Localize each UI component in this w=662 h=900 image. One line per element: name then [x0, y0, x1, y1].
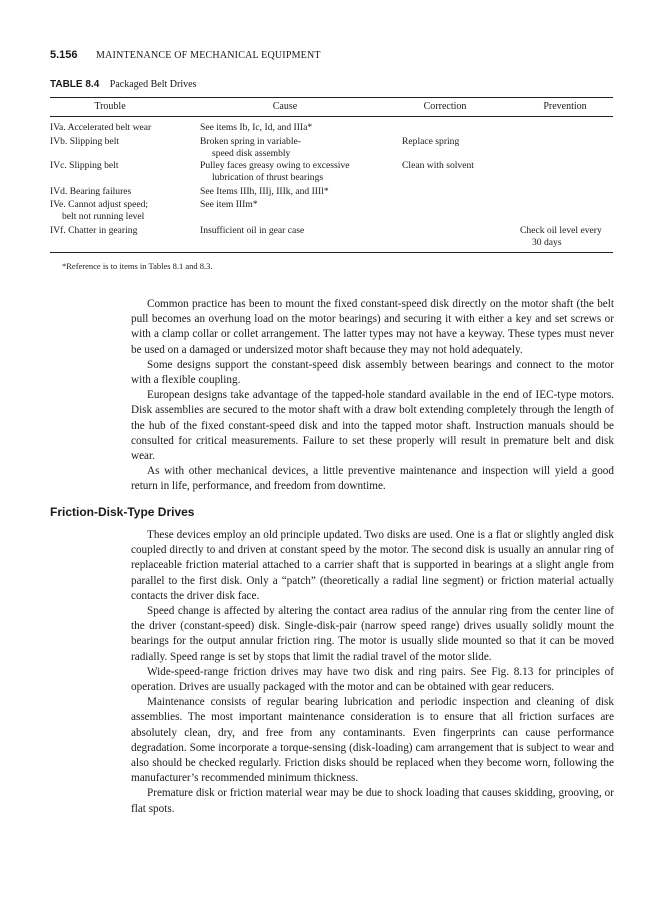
table-header-rule — [50, 116, 613, 117]
cell-line: Insufficient oil in gear case — [200, 225, 305, 236]
cell-line: lubrication of thrust bearings — [212, 172, 324, 184]
table-bottom-rule — [50, 252, 613, 253]
paragraph: As with other mechanical devices, a little preventive maintenance and inspection will yield a good return in life, performance, and freedom from downtime. — [131, 465, 614, 493]
paragraph: Some designs support the constant-speed disk assembly between bearings and connect to the motor with a flexible coupling. — [131, 358, 614, 387]
cell-line: IVa. Accelerated belt wear — [50, 122, 152, 133]
table-cell-trouble — [50, 122, 200, 134]
cell-line: IVe. Cannot adjust speed; — [50, 199, 149, 210]
paragraph: These devices employ an old principle updated. Two disks are used. One is a flat or slightly angled disk coupled directly to and driven at constant speed by the motor. The second disk is usually an annular ring of replaceable friction material attached to a carrier shaft that is supported in bearings at a slight angle from parallel to the first disk. Only a “patch” (theoretically a radial line segment) or friction material actually contacts the driver disk face. — [131, 529, 614, 602]
cell-line: belt not running level — [62, 211, 145, 223]
cell-line: See Items IIIh, IIIj, IIIk, and IIIl* — [200, 186, 329, 197]
cell-line: IVd. Bearing failures — [50, 186, 132, 197]
col-header-cause: Cause — [272, 101, 298, 112]
paragraph: Maintenance consists of regular bearing lubrication and periodic inspection and cleaning of disk assemblies. The most important maintenance consideration is to ensure that all friction surfaces are absolutely clean, dry, and free from any contaminants. Even fingerprints can cause performance degradation. Some incorporate a torque-sensing (disk-loading) cam arrangement that is subject to wear and also should be checked regularly. Friction disks should be replaced when they become worn, following the manufacturer’s recommended minimum thickness. — [131, 696, 614, 785]
running-header — [50, 49, 321, 61]
section-heading: Friction-Disk-Type Drives — [50, 505, 195, 519]
table-cell-prevention — [520, 225, 615, 250]
cell-line: Clean with solvent — [402, 160, 474, 171]
body-text-block — [131, 297, 614, 495]
cell-line: speed disk assembly — [212, 148, 291, 160]
cell-line: See item IIIm* — [200, 199, 258, 210]
cell-line: Pulley faces greasy owing to excessive — [200, 160, 350, 171]
page-number: 5.156 — [50, 49, 78, 61]
paragraph: Common practice has been to mount the fixed constant-speed disk directly on the motor shaft (the belt pull becomes an overhung load on the motor bearings) and securing it with either a key and set screws or with a clamp collar or collet arrangement. The latter types may not have a keyway. These types must never be used on a damaged or undersized motor shaft because they may not hold adequately. — [131, 298, 614, 356]
table-cell-trouble — [50, 186, 200, 198]
cell-line: 30 days — [532, 237, 562, 249]
table-top-rule — [50, 97, 613, 98]
table-cell-cause — [200, 122, 390, 134]
body-text-block — [131, 528, 614, 817]
cell-line: Check oil level every — [520, 225, 602, 236]
cell-line: Broken spring in variable- — [200, 136, 301, 147]
table-cell-trouble — [50, 136, 200, 148]
table-cell-trouble — [50, 199, 200, 224]
cell-line: Replace spring — [402, 136, 460, 147]
running-title: MAINTENANCE OF MECHANICAL EQUIPMENT — [96, 50, 321, 61]
table-label: TABLE 8.4 — [50, 79, 100, 90]
paragraph: Premature disk or friction material wear may be due to shock loading that causes skidding, grooving, or flat spots. — [131, 787, 614, 815]
table-cell-correction — [402, 136, 512, 148]
table-cell-cause — [200, 225, 390, 237]
table-cell-cause — [200, 186, 390, 198]
col-header-prevention: Prevention — [543, 101, 587, 112]
col-header-trouble: Trouble — [94, 101, 126, 112]
paragraph: Wide-speed-range friction drives may have two disk and ring pairs. See Fig. 8.13 for principles of operation. Drives are usually packaged with the motor and can be obtained with gear reducers. — [131, 665, 614, 694]
col-header-correction: Correction — [423, 101, 467, 112]
paragraph: Speed change is affected by altering the contact area radius of the annular ring from the center line of the driver (constant-speed) disk. Single-disk-pair (narrow speed range) drives usually solidly mount the bearings for the output annular friction ring. The motor is usually slide mounted so that it can be moved radially. Speed range is set by stops that limit the radial travel of the motor slide. — [131, 605, 614, 663]
cell-line: IVc. Slipping belt — [50, 160, 119, 171]
table-cell-cause — [200, 136, 390, 161]
table-cell-cause — [200, 160, 390, 185]
table-title: Packaged Belt Drives — [109, 79, 197, 90]
table-caption — [50, 79, 196, 90]
table-cell-trouble — [50, 225, 200, 237]
table-cell-trouble — [50, 160, 200, 172]
cell-line: IVb. Slipping belt — [50, 136, 120, 147]
paragraph: European designs take advantage of the tapped-hole standard available in the end of IEC-type motors. Disk assemblies are secured to the motor shaft with a draw bolt extending completely through the length of the hub of the fixed constant-speed disk and into the tapped motor shaft. Instruction manuals should be consulted for critical measurements. Failure to set these properly will result in premature belt and disk wear. — [131, 389, 614, 463]
cell-line: IVf. Chatter in gearing — [50, 225, 138, 236]
table-cell-cause — [200, 199, 390, 211]
table-cell-correction — [402, 160, 512, 172]
cell-line: See items Ib, Ic, Id, and IIIa* — [200, 122, 313, 133]
table-footnote: *Reference is to items in Tables 8.1 and 8.3. — [62, 261, 213, 271]
